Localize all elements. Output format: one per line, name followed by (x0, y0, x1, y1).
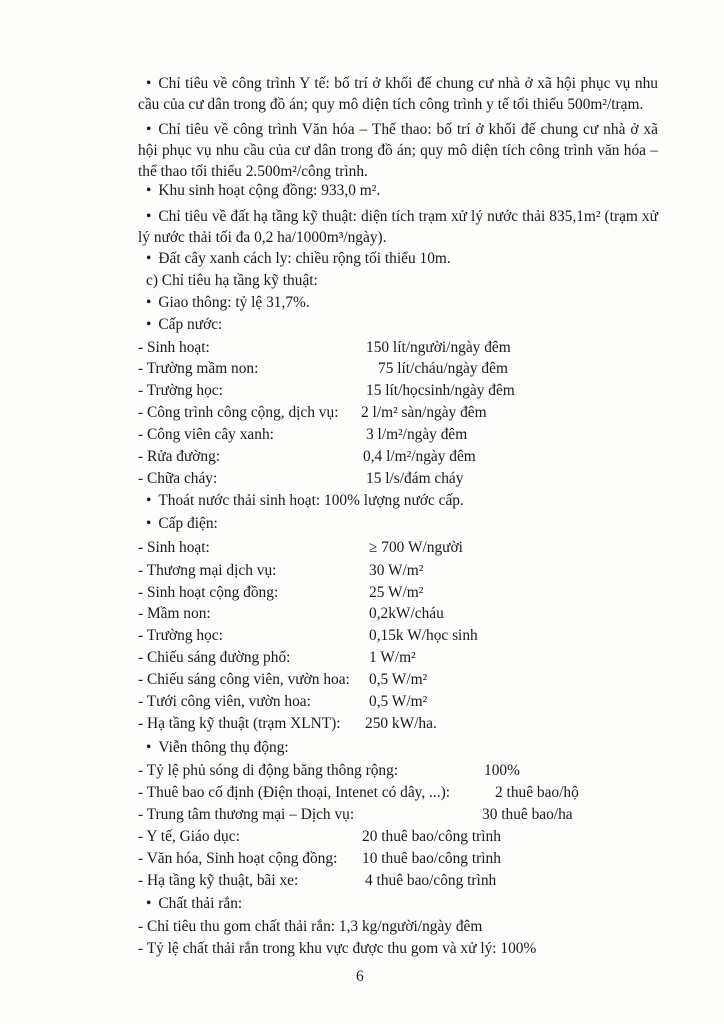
water-row: - Công viên cây xanh: 3 l/m²/ngày đêm (138, 426, 468, 443)
telecom-row: - Thuê bao cố định (Điện thoại, Intenet có dây, ...): 2 thuê bao/hộ (138, 784, 579, 801)
power-row: - Hạ tầng kỹ thuật (trạm XLNT): 250 kW/ha. (138, 715, 437, 732)
para-health-facility: • Chỉ tiêu về công trình Y tế: bố trí ở khối đế chung cư nhà ở xã hội phục vụ nhu cầu của cư dân trong đồ án; quy mô diện tích công trình y tế tối thiểu 500m²/trạm. (138, 73, 658, 115)
telecom-row: - Hạ tầng kỹ thuật, bãi xe: 4 thuê bao/công trình (138, 872, 497, 889)
heading-water-supply: • Cấp nước: (146, 314, 686, 335)
para-green-buffer: • Đất cây xanh cách ly: chiều rộng tối thiểu 10m. (146, 248, 686, 269)
para-drainage: • Thoát nước thải sinh hoạt: 100% lượng nước cấp. (146, 490, 686, 511)
power-row: - Tưới công viên, vườn hoa: 0,5 W/m² (138, 693, 428, 710)
power-row: - Sinh hoạt cộng đồng: 25 W/m² (138, 584, 424, 601)
page-number: 6 (356, 968, 364, 985)
waste-row: - Chỉ tiêu thu gom chất thải rắn: 1,3 kg/người/ngày đêm (138, 918, 483, 935)
telecom-row: - Y tế, Giáo dục: 20 thuê bao/công trình (138, 828, 501, 845)
telecom-row: - Trung tâm thương mại – Dịch vụ: 30 thuê bao/ha (138, 806, 573, 823)
telecom-row: - Văn hóa, Sinh hoạt cộng đồng: 10 thuê bao/công trình (138, 850, 501, 867)
para-infrastructure-land: • Chỉ tiêu về đất hạ tầng kỹ thuật: diện tích trạm xử lý nước thải 835,1m² (trạm xử lý nước thải tối đa 0,2 ha/1000m³/ngày). (138, 206, 658, 248)
heading-telecom: • Viễn thông thụ động: (146, 737, 686, 758)
power-row: - Sinh hoạt: ≥ 700 W/người (138, 539, 463, 556)
telecom-row: - Tỷ lệ phủ sóng di động băng thông rộng: 100% (138, 762, 520, 779)
power-row: - Mầm non: 0,2kW/cháu (138, 605, 444, 622)
para-community-area: • Khu sinh hoạt cộng đồng: 933,0 m². (146, 180, 686, 201)
water-row: - Trường học: 15 lít/họcsinh/ngày đêm (138, 382, 515, 399)
para-traffic: • Giao thông: tỷ lệ 31,7%. (146, 292, 686, 313)
power-row: - Chiếu sáng công viên, vườn hoa: 0,5 W/m² (138, 671, 428, 688)
heading-solid-waste: • Chất thải rắn: (146, 893, 686, 914)
water-row: - Rửa đường: 0,4 l/m²/ngày đêm (138, 448, 476, 465)
power-row: - Chiếu sáng đường phố: 1 W/m² (138, 649, 416, 666)
water-row: - Chữa cháy: 15 l/s/đám cháy (138, 470, 464, 487)
section-heading-c: c) Chỉ tiêu hạ tầng kỹ thuật: (146, 272, 318, 289)
water-row: - Công trình công cộng, dịch vụ: 2 l/m² sàn/ngày đêm (138, 404, 487, 421)
waste-row: - Tỷ lệ chất thải rắn trong khu vực được thu gom và xử lý: 100% (138, 940, 537, 957)
water-row: - Sinh hoạt: 150 lít/người/ngày đêm (138, 339, 511, 356)
para-culture-sport: • Chỉ tiêu về công trình Văn hóa – Thể thao: bố trí ở khối đế chung cư nhà ở xã hội phục vụ nhu cầu của cư dân trong đồ án; quy mô diện tích công trình văn hóa – thể thao tối thiểu 2.500m²/công trình. (138, 119, 658, 182)
heading-power-supply: • Cấp điện: (146, 513, 686, 534)
water-row: - Trường mầm non: 75 lít/cháu/ngày đêm (138, 360, 508, 377)
power-row: - Thương mại dịch vụ: 30 W/m² (138, 562, 424, 579)
power-row: - Trường học: 0,15k W/học sinh (138, 627, 478, 644)
